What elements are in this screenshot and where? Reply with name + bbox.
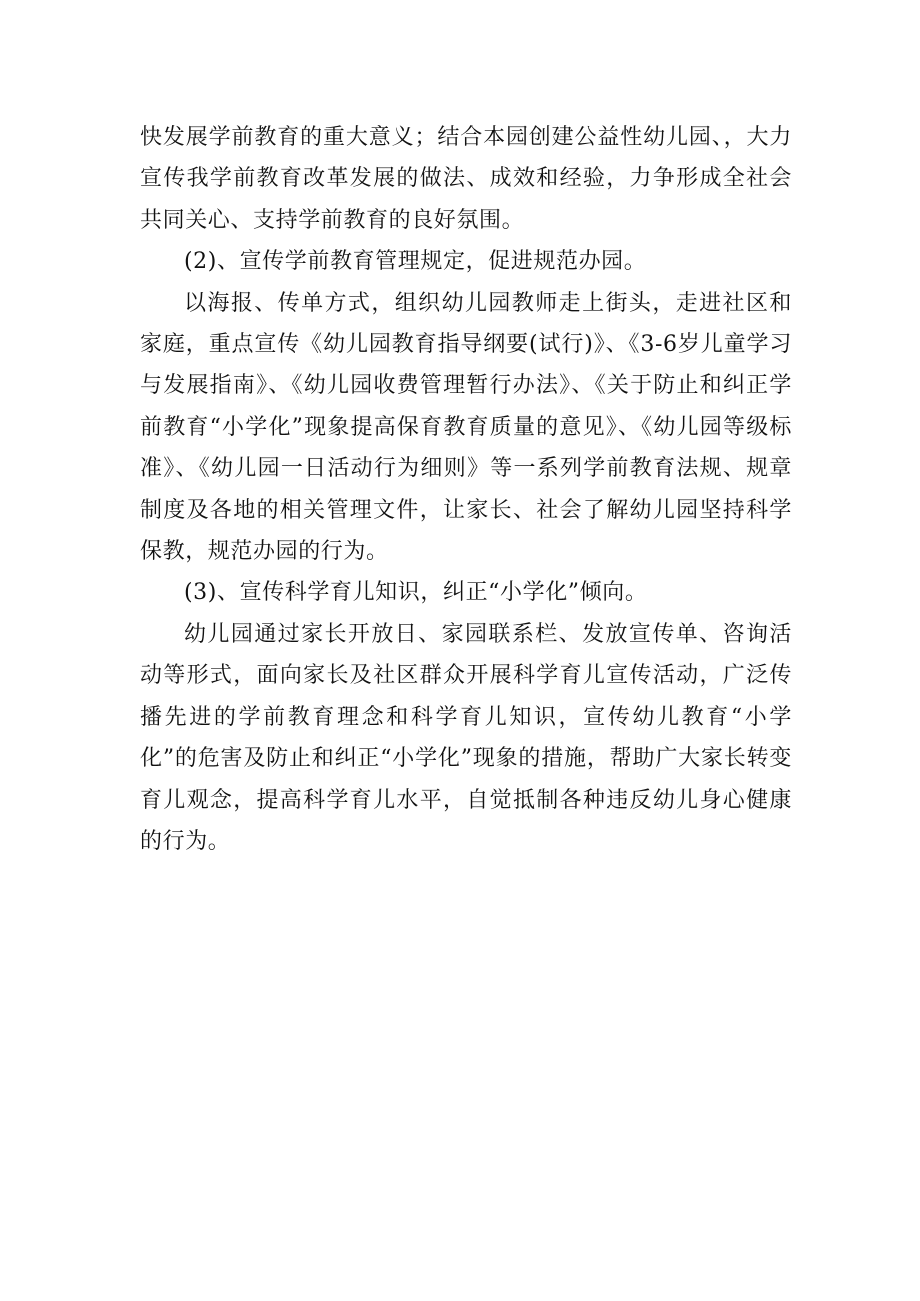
section-heading-2: (2)、宣传学前教育管理规定，促进规范办园。 xyxy=(184,249,647,275)
paragraph-parenting: 幼儿园通过家长开放日、家园联系栏、发放宣传单、咨询活动等形式，面向家长及社区群众开展科学育儿宣传活动，广泛传播先进的学前教育理念和科学育儿知识，宣传幼儿教育“小学化”的危害及防止和纠正“小学化”现象的措施，帮助广大家长转变育儿观念，提高科学育儿水平，自觉抵制各种违反幼儿身心健康的行为。 xyxy=(140,621,792,854)
document-page xyxy=(140,117,792,862)
paragraph-intro: 快发展学前教育的重大意义；结合本园创建公益性幼儿园、，大力宣传我学前教育改革发展的做法、成效和经验，力争形成全社会共同关心、支持学前教育的良好氛围。 xyxy=(140,125,792,233)
section-heading-3: (3)、宣传科学育儿知识，纠正“小学化”倾向。 xyxy=(184,580,648,606)
paragraph-regulations: 以海报、传单方式，组织幼儿园教师走上街头，走进社区和家庭，重点宣传《幼儿园教育指导纲要(试行)》、《3-6岁儿童学习与发展指南》、《幼儿园收费管理暂行办法》、《关于防止和纠正学前教育“小学化”现象提高保育教育质量的意见》、《幼儿园等级标准》、《幼儿园一日活动行为细则》等一系列学前教育法规、规章制度及各地的相关管理文件，让家长、社会了解幼儿园坚持科学保教，规范办园的行为。 xyxy=(140,290,792,565)
